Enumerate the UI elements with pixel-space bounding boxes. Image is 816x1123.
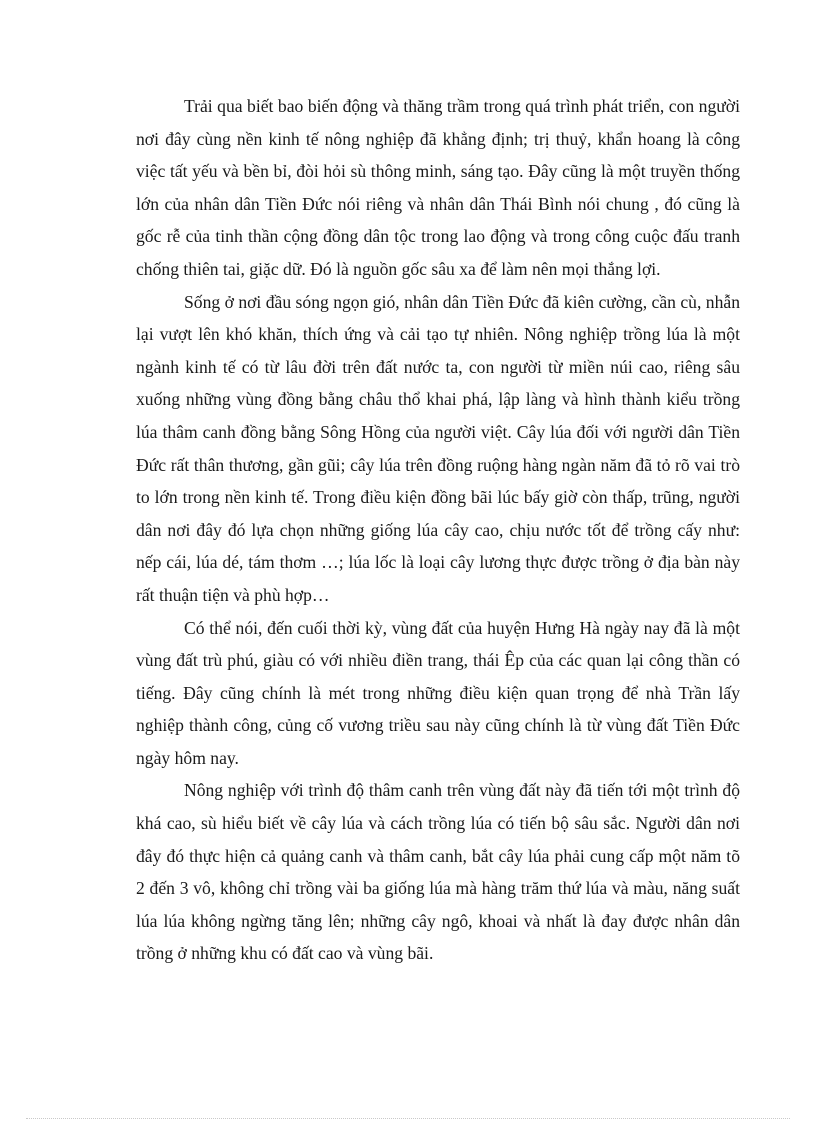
page-bottom-divider (26, 1118, 790, 1119)
document-body (136, 90, 740, 970)
paragraph: Sống ở nơi đầu sóng ngọn gió, nhân dân Tiền Đức đã kiên cường, cần cù, nhẫn lại vượt lên khó khăn, thích ứng và cải tạo tự nhiên. Nông nghiệp trồng lúa là một ngành kinh tế có từ lâu đời trên đất nước ta, con người từ miền núi cao, riêng sâu xuống những vùng đồng bằng châu thổ khai phá, lập làng và hình thành kiểu trồng lúa thâm canh đồng bằng Sông Hồng của người việt. Cây lúa đối với người dân Tiền Đức rất thân thương, gần gũi; cây lúa trên đồng ruộng hàng ngàn năm đã tỏ rõ vai trò to lớn trong nền kinh tế. Trong điều kiện đồng bãi lúc bấy giờ còn thấp, trũng, người dân nơi đây đó lựa chọn những giống lúa cây cao, chịu nước tốt để trồng cấy như: nếp cái, lúa dé, tám thơm …; lúa lốc là loại cây lương thực được trồng ở địa bàn này rất thuận tiện và phù hợp… (136, 291, 740, 605)
paragraph: Có thể nói, đến cuối thời kỳ, vùng đất của huyện Hưng Hà ngày nay đã là một vùng đất trù phú, giàu có với nhiều điền trang, thái Êp của các quan lại công thần có tiếng. Đây cũng chính là mét trong những điều kiện quan trọng để nhà Trần lấy nghiệp thành công, củng cố vương triều sau này cũng chính là từ vùng đất Tiền Đức ngày hôm nay. (136, 617, 740, 768)
paragraph: Trải qua biết bao biến động và thăng trầm trong quá trình phát triển, con người nơi đây cùng nền kinh tế nông nghiệp đã khẳng định; trị thuỷ, khẩn hoang là công việc tất yếu và bền bỉ, đòi hỏi sù thông minh, sáng tạo. Đây cũng là một truyền thống lớn của nhân dân Tiền Đức nói riêng và nhân dân Thái Bình nói chung , đó cũng là gốc rễ của tinh thần cộng đồng dân tộc trong lao động và trong công cuộc đấu tranh chống thiên tai, giặc dữ. Đó là nguồn gốc sâu xa để làm nên mọi thắng lợi. (136, 96, 740, 279)
paragraph: Nông nghiệp với trình độ thâm canh trên vùng đất này đã tiến tới một trình độ khá cao, sù hiểu biết về cây lúa và cách trồng lúa có tiến bộ sâu sắc. Người dân nơi đây đó thực hiện cả quảng canh và thâm canh, bắt cây lúa phải cung cấp một năm tõ 2 đến 3 vô, không chỉ trồng vài ba giống lúa mà hàng trăm thứ lúa và màu, năng suất lúa lúa không ngừng tăng lên; những cây ngô, khoai và nhất là đay được nhân dân trồng ở những khu có đất cao và vùng bãi. (136, 780, 740, 964)
